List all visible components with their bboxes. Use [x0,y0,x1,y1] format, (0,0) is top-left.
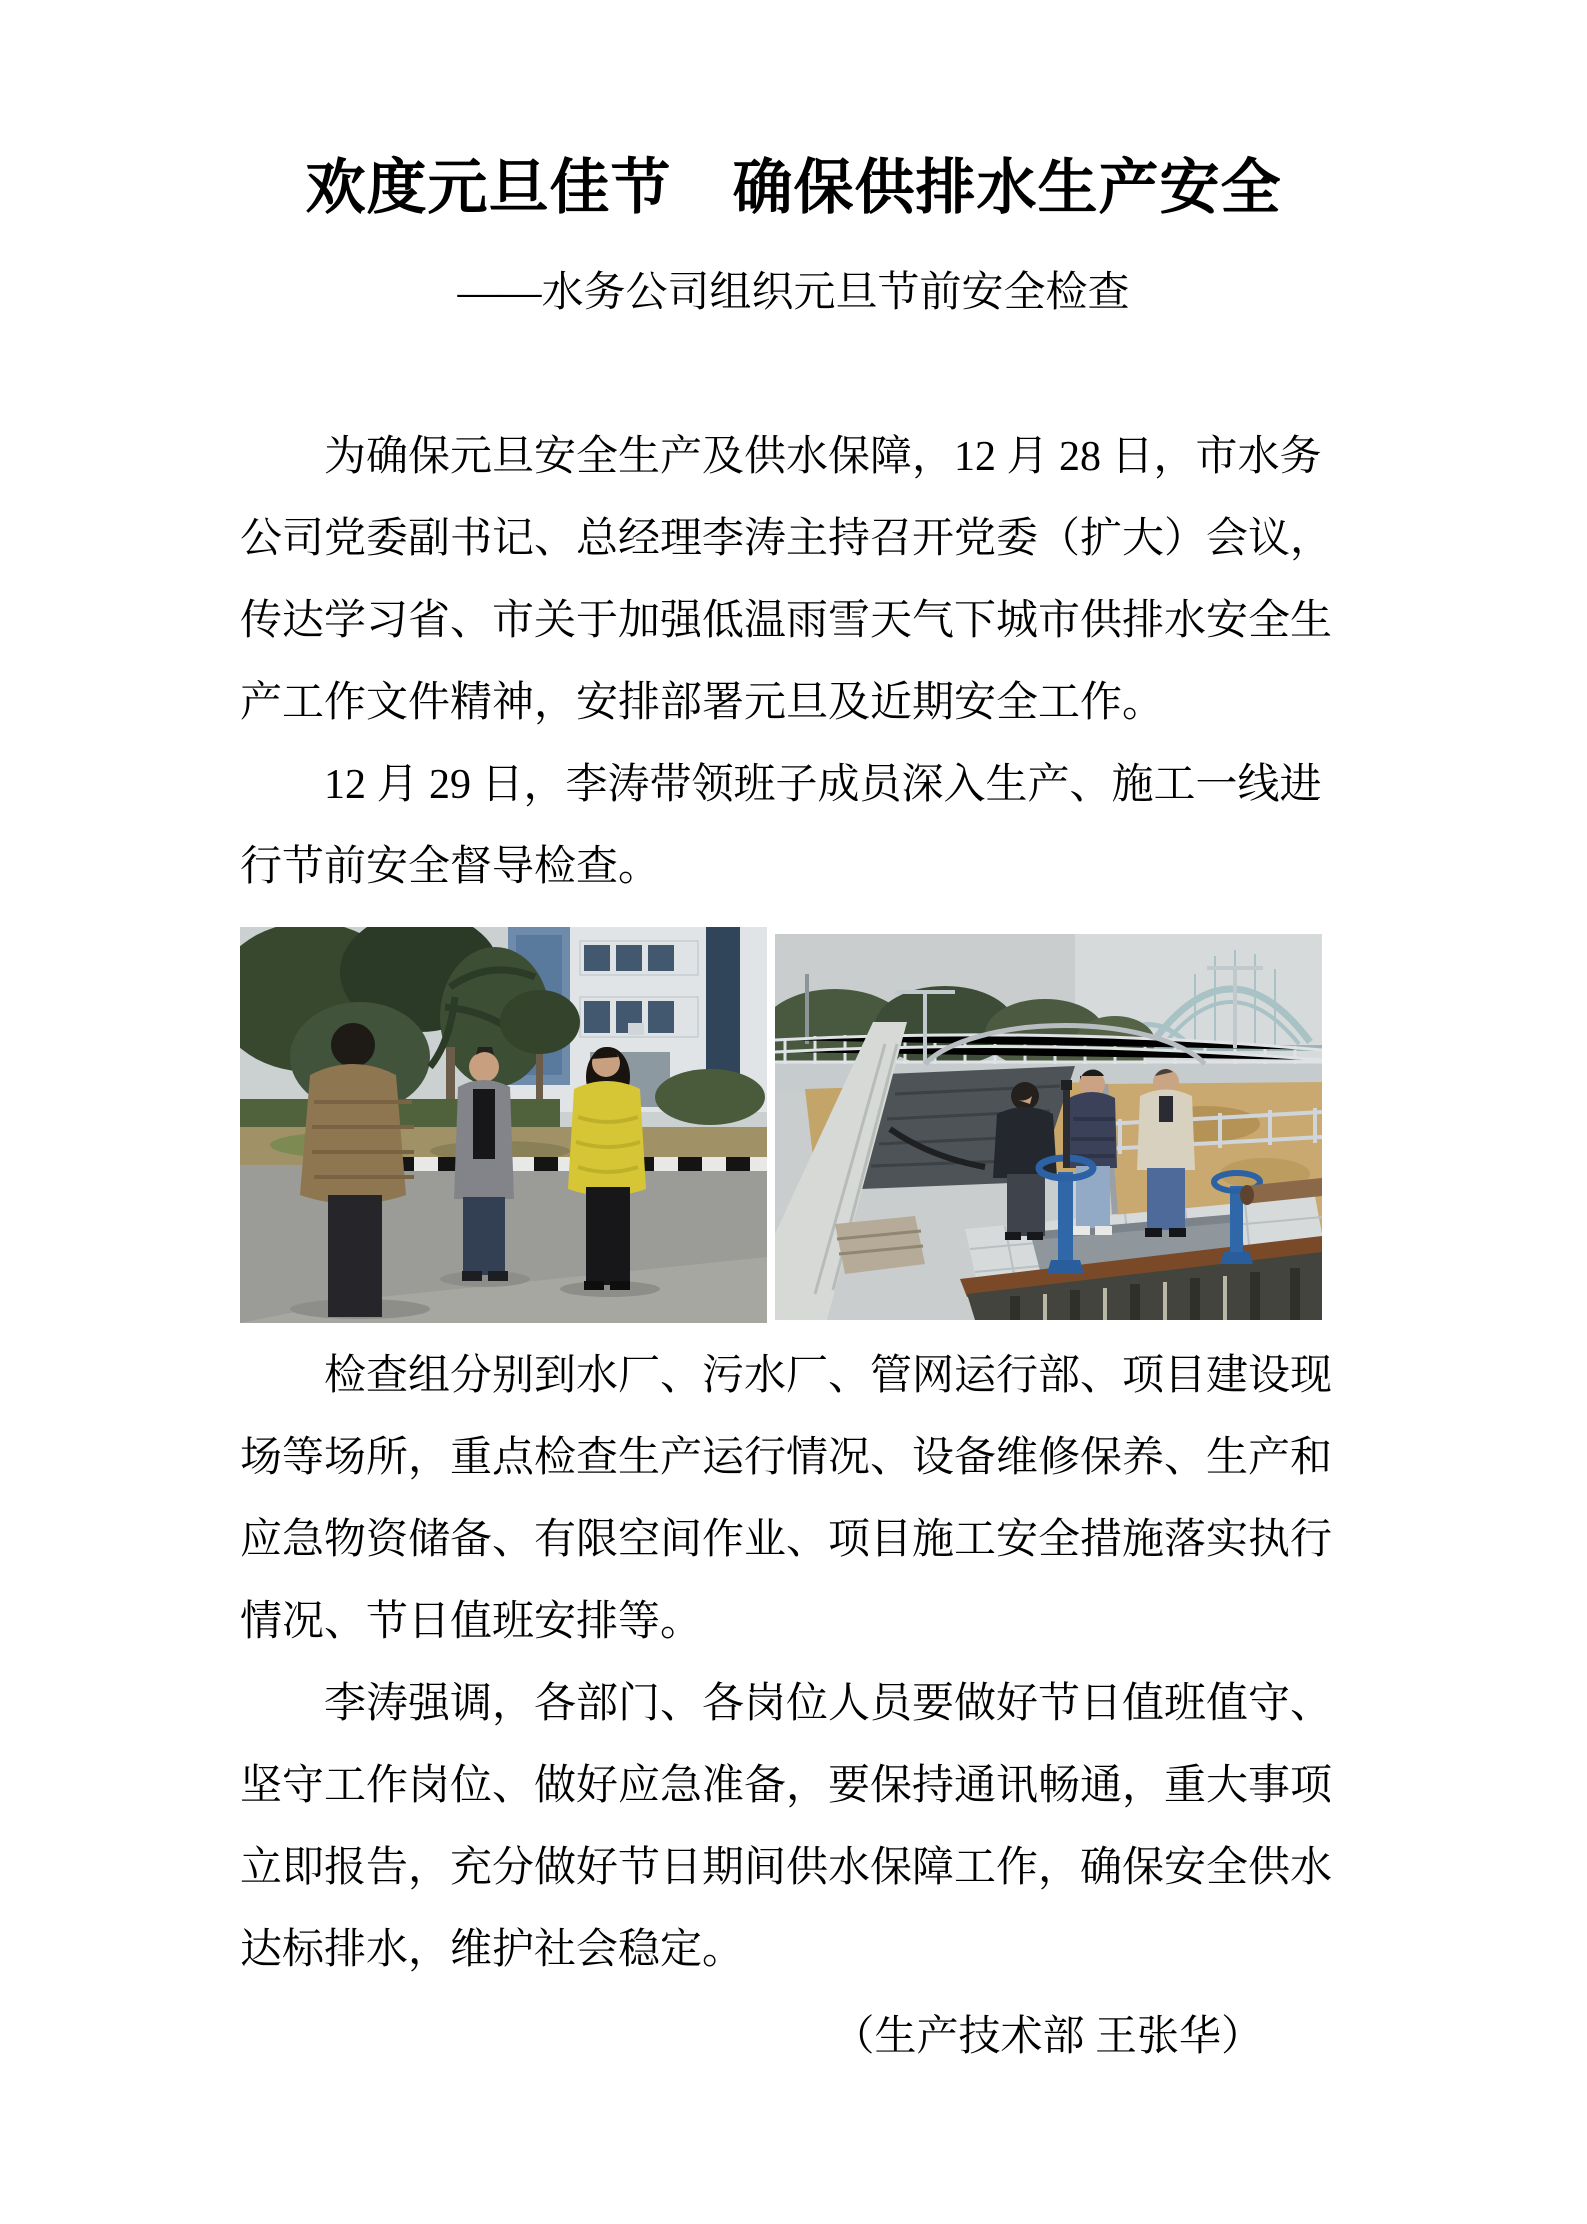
paragraph-2 [240,744,1347,908]
photo-row [240,927,1347,1323]
treatment-tanks-inspection-photo [775,934,1322,1320]
paragraph-line: 立即报告，充分做好节日期间供水保障工作，确保安全供水 [240,1845,1333,1891]
paragraph-line: 行节前安全督导检查。 [240,844,661,890]
campus-inspection-photo [240,927,767,1323]
paragraph-line: 检查组分别到水厂、污水厂、管网运行部、项目建设现 [324,1353,1333,1399]
paragraph-line: 坚守工作岗位、做好应急准备，要保持通讯畅通，重大事项 [240,1763,1333,1809]
paragraph-4 [240,1663,1347,1991]
paragraph-line: 产工作文件精神，安排部署元旦及近期安全工作。 [240,680,1165,726]
paragraph-line: 为确保元旦安全生产及供水保障，12 月 28 日，市水务 [324,434,1322,480]
paragraph-line: 12 月 29 日，李涛带领班子成员深入生产、施工一线进 [324,762,1322,808]
paragraph-line: 场等场所，重点检查生产运行情况、设备维修保养、生产和 [240,1435,1333,1481]
paragraph-3 [240,1335,1347,1663]
concrete-blocks [835,1216,925,1274]
paragraph-line: 传达学习省、市关于加强低温雨雪天气下城市供排水安全生 [240,598,1333,644]
document-subtitle: ——水务公司组织元旦节前安全检查 [457,270,1130,316]
paragraph-line: 李涛强调，各部门、各岗位人员要做好节日值班值守、 [324,1681,1333,1727]
paragraph-line: 情况、节日值班安排等。 [240,1599,703,1645]
paragraph-1 [240,416,1347,744]
document-title: 欢度元旦佳节 确保供排水生产安全 [305,155,1282,221]
paragraph-line: 达标排水，维护社会稳定。 [240,1927,745,1973]
signature-line: （生产技术部 王张华） [832,2014,1263,2060]
paragraph-line: 公司党委副书记、总经理李涛主持召开党委（扩大）会议， [240,516,1333,562]
paragraph-line: 应急物资储备、有限空间作业、项目施工安全措施落实执行 [240,1517,1333,1563]
